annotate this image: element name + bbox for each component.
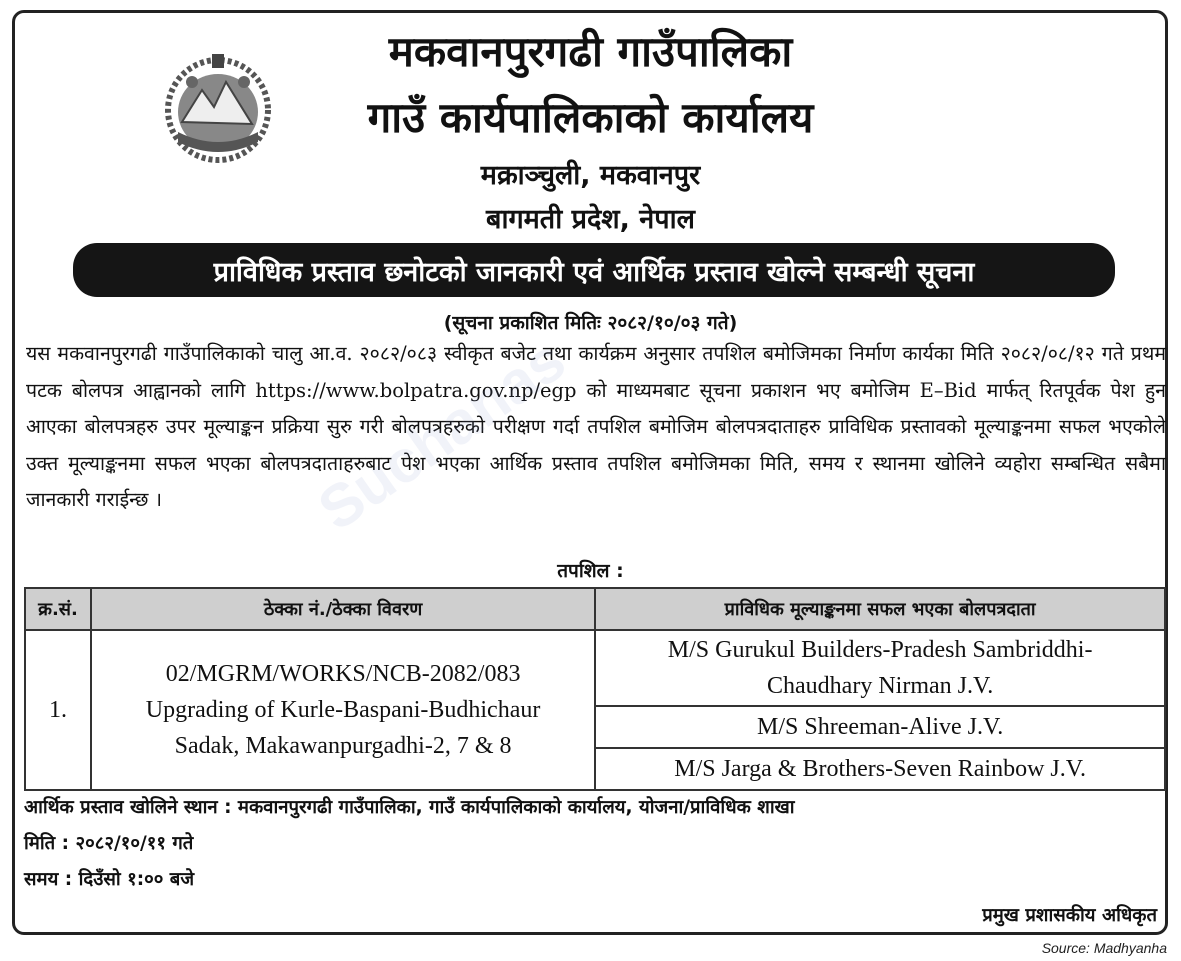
bidder-name-line-1: M/S Gurukul Builders-Pradesh Sambriddhi- — [667, 637, 1093, 663]
published-date: (सूचना प्रकाशित मितिः २०८२/१०/०३ गते) — [443, 312, 738, 334]
office-location: मक्राञ्चुली, मकवानपुर — [480, 160, 701, 191]
signatory-title: प्रमुख प्रशासकीय अधिकृत — [982, 905, 1157, 926]
province-country: बागमती प्रदेश, नेपाल — [486, 204, 695, 235]
bidder-cell: M/S Jarga & Brothers-Seven Rainbow J.V. — [595, 748, 1165, 790]
bidder-cell — [595, 630, 1165, 706]
bidder-cell: M/S Shreeman-Alive J.V. — [595, 706, 1165, 748]
serial-number-cell: 1. — [25, 630, 91, 790]
opening-venue: आर्थिक प्रस्ताव खोलिने स्थान : मकवानपुरगढी गाउँपालिका, गाउँ कार्यपालिकाको कार्यालय, योजना/प्राविधिक शाखा — [24, 797, 795, 818]
header-contract-details: ठेक्का नं./ठेक्का विवरण — [91, 588, 595, 630]
table-row — [25, 630, 1165, 706]
notice-title: प्राविधिक प्रस्ताव छनोटको जानकारी एवं आर्थिक प्रस्ताव खोल्ने सम्बन्धी सूचना — [213, 256, 975, 288]
contract-number: 02/MGRM/WORKS/NCB-2082/083 — [165, 661, 521, 687]
source-credit: Source: Madhyanha — [1041, 940, 1167, 956]
bidders-table — [24, 587, 1166, 791]
bidder-name-line-2: Chaudhary Nirman J.V. — [767, 673, 994, 699]
notice-title-banner — [73, 243, 1115, 297]
contract-description-line-1: Upgrading of Kurle-Baspani-Budhichaur — [145, 697, 541, 723]
municipality-name: मकवानपुरगढी गाउँपालिका — [388, 27, 793, 76]
notice-body: यस मकवानपुरगढी गाउँपालिकाको चालु आ.व. २०८२/०८३ स्वीकृत बजेट तथा कार्यक्रम अनुसार तपशिल बमोजिमका निर्माण कार्यका मिति २०८२/०८/१२ गते प्रथम पटक बोलपत्र आह्वानको लागि https://www.bolpatra.gov.np/egp को माध्यमबाट सूचना प्रकाशन भए बमोजिम E–Bid मार्फत् रितपूर्वक पेश हुन आएका बोलपत्रहरु उपर मूल्याङ्कन प्रक्रिया सुरु गरी बोलपत्रहरुको परीक्षण गर्दा तपशिल बमोजिम बोलपत्रदाताहरु प्राविधिक प्रस्तावको मूल्याङ्कनमा सफल भएकोले उक्त मूल्याङ्कनमा सफल भएका बोलपत्रदाताहरुबाट पेश भएका आर्थिक प्रस्ताव तपशिल बमोजिमका मिति, समय र स्थानमा खोलिने व्यहोरा सम्बन्धित सबैमा जानकारी गराईन्छ । — [26, 342, 1166, 511]
opening-time: समय : दिउँसो १:०० बजे — [24, 869, 195, 890]
watermark: Suchanas — [306, 325, 578, 544]
header-successful-bidders: प्राविधिक मूल्याङ्कनमा सफल भएका बोलपत्रदाता — [595, 588, 1165, 630]
contract-cell — [91, 630, 595, 790]
header-serial-number: क्र.सं. — [25, 588, 91, 630]
table-header-row — [25, 588, 1165, 630]
office-name: गाउँ कार्यपालिकाको कार्यालय — [367, 93, 814, 142]
details-label: तपशिल : — [557, 560, 624, 582]
contract-description-line-2: Sadak, Makawanpurgadhi-2, 7 & 8 — [174, 733, 512, 759]
opening-date: मिति : २०८२/१०/११ गते — [24, 833, 194, 854]
